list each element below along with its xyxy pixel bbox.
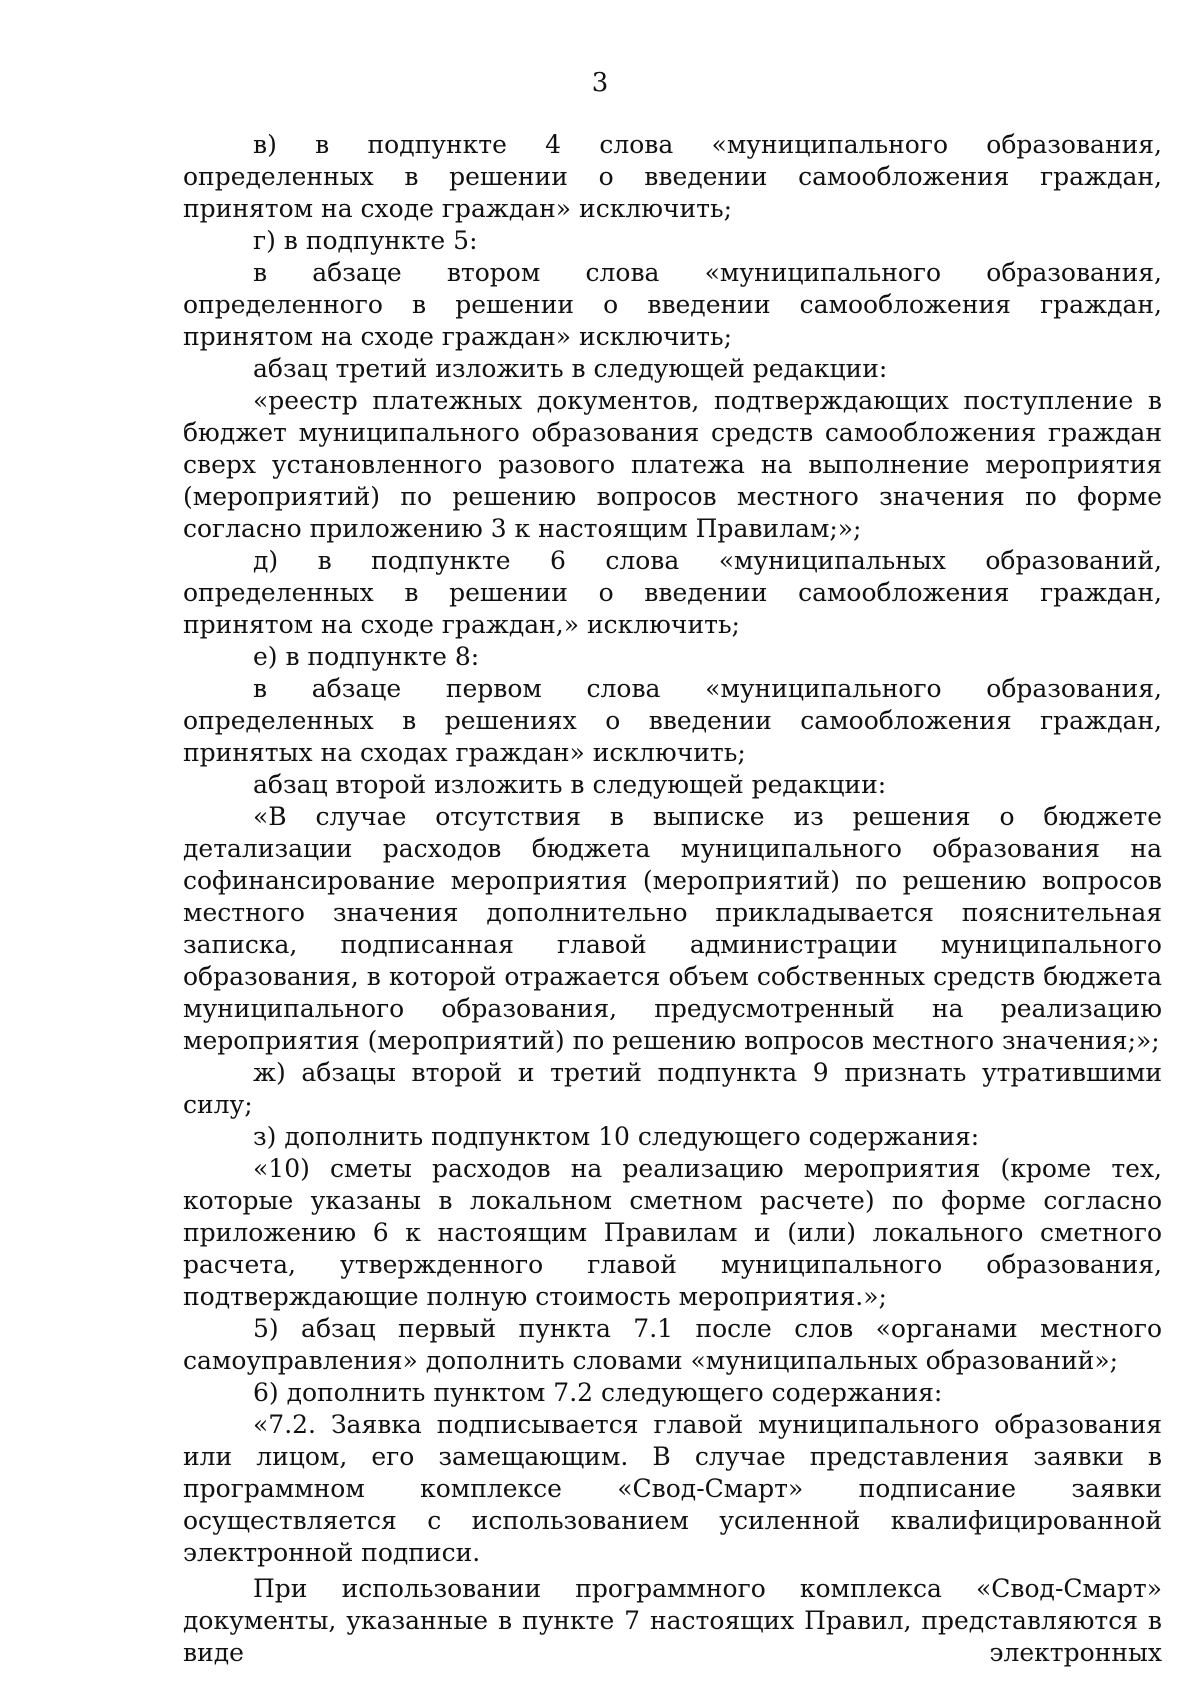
paragraph-item-5: 5) абзац первый пункта 7.1 после слов «органами местного самоуправления» дополнить словами «муниципальных образований»;: [183, 1314, 1162, 1375]
paragraph-subitem-g: г) в подпункте 5:: [253, 226, 478, 255]
paragraph-reestr-quote: «реестр платежных документов, подтверждающих поступление в бюджет муниципального образования средств самообложения граждан сверх установленного разового платежа на выполнение мероприятия (мероприятий) по решению вопросов местного значения по форме согласно приложению 3 к настоящим Правилам;»;: [183, 386, 1162, 543]
paragraph-abzac-tretiy: абзац третий изложить в следующей редакции:: [253, 354, 888, 383]
paragraph-subitem-zh: ж) абзацы второй и третий подпункта 9 признать утратившими силу;: [183, 1058, 1162, 1119]
paragraph-subitem-e: е) в подпункте 8:: [253, 642, 480, 671]
paragraph-subitem-z: з) дополнить подпунктом 10 следующего содержания:: [253, 1122, 980, 1151]
paragraph-subitem-v: в) в подпункте 4 слова «муниципального образования, определенных в решении о введении самообложения граждан, принятом на сходе граждан» исключить;: [183, 130, 1162, 223]
paragraph-subitem-d: д) в подпункте 6 слова «муниципальных образований, определенных в решении о введении самообложения граждан, принятом на сходе граждан,» исключить;: [183, 546, 1162, 639]
paragraph-abzac-vtorom: в абзаце втором слова «муниципального образования, определенного в решении о введении самообложения граждан, принятом на сходе граждан» исключить;: [183, 258, 1162, 351]
paragraph-item-7-2-quote: «7.2. Заявка подписывается главой муниципального образования или лицом, его замещающим. В случае представления заявки в программном комплексе «Свод-Смарт» подписание заявки осуществляется с использованием усиленной квалифицированной электронной подписи.: [183, 1410, 1162, 1567]
paragraph-vyiska-quote: «В случае отсутствия в выписке из решения о бюджете детализации расходов бюджета муниципального образования на софинансирование мероприятия (мероприятий) по решению вопросов местного значения дополнительно прикладывается пояснительная записка, подписанная главой администрации муниципального образования, в которой отражается объем собственных средств бюджета муниципального образования, предусмотренный на реализацию мероприятия (мероприятий) по решению вопросов местного значения;»;: [183, 802, 1162, 1055]
paragraph-smety-quote: «10) сметы расходов на реализацию мероприятия (кроме тех, которые указаны в локальном сметном расчете) по форме согласно приложению 6 к настоящим Правилам и (или) локального сметного расчета, утвержденного главой муниципального образования, подтверждающие полную стоимость мероприятия.»;: [183, 1154, 1162, 1311]
document-body: [183, 129, 1162, 1669]
paragraph-svod-smart: При использовании программного комплекса «Свод-Смарт» документы, указанные в пункте 7 настоящих Правил, представляются в виде электронных: [183, 1574, 1162, 1667]
paragraph-abzac-vtoroy: абзац второй изложить в следующей редакции:: [253, 770, 887, 799]
page-number: 3: [591, 68, 609, 98]
paragraph-item-6: 6) дополнить пунктом 7.2 следующего содержания:: [253, 1378, 943, 1407]
paragraph-abzac-pervom: в абзаце первом слова «муниципального образования, определенных в решениях о введении самообложения граждан, принятых на сходах граждан» исключить;: [183, 674, 1162, 767]
